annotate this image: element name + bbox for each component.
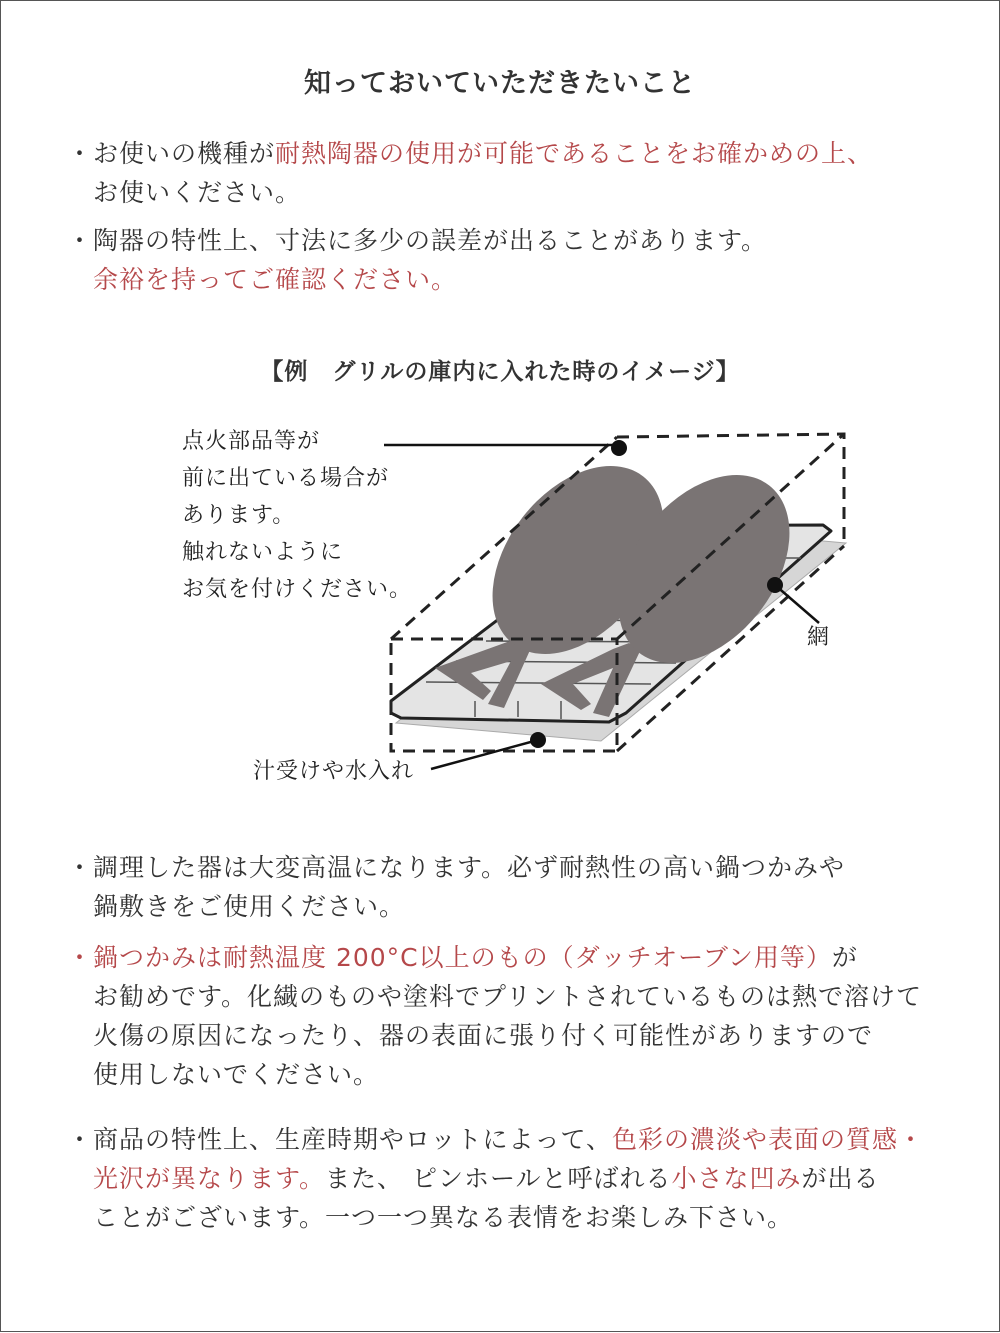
bullet: ・	[67, 943, 94, 972]
note-segment: お勧めです。化繊のものや塗料でプリントされているものは熱で溶けて	[93, 982, 923, 1011]
bullet: ・	[67, 226, 94, 255]
highlight-text: 余裕を持ってご確認ください。	[93, 265, 458, 294]
note-line	[93, 887, 845, 926]
note-segment: お使いの機種が	[93, 139, 276, 168]
note-pot-holder	[67, 938, 922, 1094]
bullet: ・	[67, 139, 94, 168]
callout-line: 触れないように	[182, 540, 344, 565]
note-high-temperature	[67, 848, 845, 926]
diagram-title: 【例 グリルの庫内に入れた時のイメージ】	[260, 359, 740, 385]
highlight-text: 小さな凹み	[671, 1164, 802, 1193]
note-line	[93, 938, 922, 977]
note-segment: 商品の特性上、生産時期やロットによって、	[93, 1125, 613, 1154]
note-segment: 使用しないでください。	[93, 1060, 380, 1089]
highlight-text: 色彩の濃淡や表面の質感・	[612, 1125, 925, 1154]
note-text	[93, 848, 845, 926]
note-line	[93, 1055, 922, 1094]
callout-dot-tray	[530, 732, 546, 748]
callout-dot-ignition	[611, 440, 627, 456]
callout-net: 網	[807, 625, 831, 650]
note-line	[93, 848, 845, 887]
callout-dot-net	[767, 577, 783, 593]
callout-ignition	[182, 423, 412, 608]
callout-line: 前に出ている場合が	[182, 466, 390, 491]
note-text	[93, 938, 922, 1094]
note-line	[93, 1198, 924, 1237]
note-line	[93, 1120, 924, 1159]
callout-line: あります。	[182, 503, 296, 528]
note-segment: 陶器の特性上、寸法に多少の誤差が出ることがあります。	[93, 226, 768, 255]
callout-line: 点火部品等が	[182, 429, 321, 454]
note-segment: 調理した器は大変高温になります。必ず耐熱性の高い鍋つかみや	[93, 853, 846, 882]
callout-tray: 汁受けや水入れ	[253, 759, 415, 784]
highlight-text: 鍋つかみは耐熱温度 200°C以上のもの（ダッチオーブン用等）	[93, 943, 832, 972]
note-segment: が	[831, 943, 858, 972]
note-segment: お使いください。	[93, 178, 302, 207]
note-segment: 鍋敷きをご使用ください。	[93, 892, 406, 921]
bullet: ・	[67, 853, 94, 882]
bullet: ・	[67, 1125, 94, 1154]
note-product-variation	[67, 1120, 924, 1237]
note-line	[93, 1159, 924, 1198]
note-segment: また、 ピンホールと呼ばれる	[325, 1164, 672, 1193]
callout-line: お気を付けください。	[182, 577, 413, 602]
note-segment: ことがございます。一つ一つ異なる表情をお楽しみ下さい。	[93, 1203, 794, 1232]
note-line	[93, 977, 922, 1016]
note-segment: が出る	[801, 1164, 880, 1193]
highlight-text: 光沢が異なります。	[93, 1164, 326, 1193]
note-text	[93, 1120, 924, 1237]
note-line	[93, 1016, 922, 1055]
note-segment: 火傷の原因になったり、器の表面に張り付く可能性がありますので	[93, 1021, 874, 1050]
highlight-text: 耐熱陶器の使用が可能であることをお確かめの上、	[275, 139, 874, 168]
page-title: 知っておいていただきたいこと	[304, 68, 696, 99]
